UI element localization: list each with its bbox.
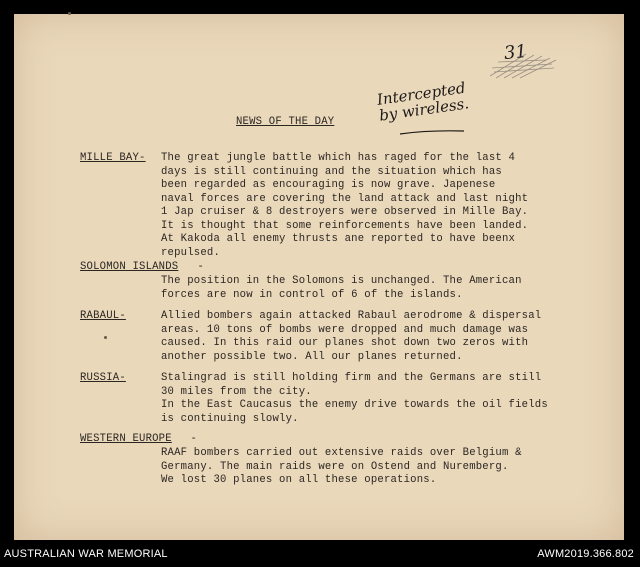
- section-body-mille-bay: The great jungle battle which has raged for the last 4 days is still continuing and the situation which has been regarded as encouraging is now grave. Japenese naval forces are covering the land attack and last night 1 Jap cruiser & 8 destroyers were observed in Mille Bay. It is thought that some reinforcements have been landed. At Kakoda all enemy thrusts ane reported to have beenx repulsed.: [161, 152, 529, 259]
- section-heading-solomon-islands: SOLOMON ISLANDS: [80, 261, 179, 273]
- footer-source: AUSTRALIAN WAR MEMORIAL: [4, 548, 168, 560]
- annotation-underline: [398, 128, 468, 138]
- section-heading-suffix: -: [191, 261, 205, 273]
- section-body-russia: Stalingrad is still holding firm and the Germans are still 30 miles from the city. In the East Caucasus the enemy drive towards the oil fields is continuing slowly.: [161, 372, 548, 425]
- section-body-western-europe: RAAF bombers carried out extensive raids over Belgium & Germany. The main raids were on Ostend and Nuremberg. We lost 30 planes on all these operations.: [161, 447, 522, 486]
- section-heading-rabaul: RABAUL-: [80, 310, 126, 322]
- section-heading-russia: RUSSIA-: [80, 372, 126, 384]
- paper-mark: [104, 336, 107, 339]
- handwritten-annotation: Intercepted by wireless.: [375, 78, 471, 125]
- reference-number: 31: [502, 40, 528, 65]
- document-title: NEWS OF THE DAY: [236, 116, 335, 128]
- section-body-solomon-islands: The position in the Solomons is unchanged. The American forces are now in control of 6 of the islands.: [161, 275, 522, 301]
- section-heading-mille-bay: MILLE BAY-: [80, 152, 146, 164]
- footer-accession-number: AWM2019.366.802: [537, 548, 634, 560]
- section-heading-western-europe: WESTERN EUROPE: [80, 433, 172, 445]
- section-heading-suffix: -: [184, 433, 198, 445]
- section-body-rabaul: Allied bombers again attacked Rabaul aerodrome & dispersal areas. 10 tons of bombs were dropped and much damage was caused. In this raid our planes shot down two zeros with another possible two. All our planes returned.: [161, 310, 542, 363]
- paper-mark: [68, 12, 71, 15]
